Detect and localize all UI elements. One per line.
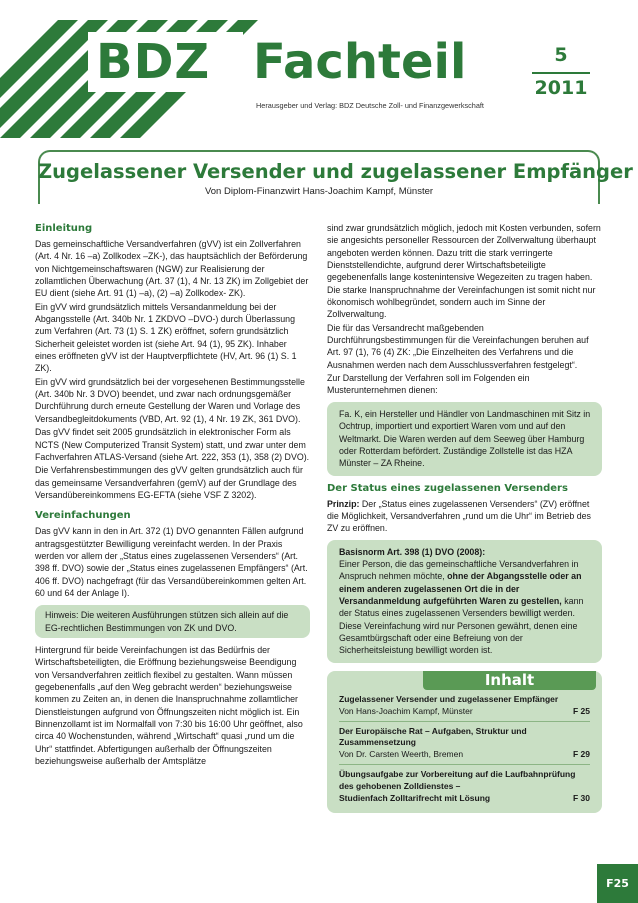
norm-title: Basisnorm Art. 398 (1) DVO (2008): xyxy=(339,546,486,557)
paragraph: Das gemeinschaftliche Versandverfahren (gVV) ist ein Zollverfahren (Art. 4 Nr. 16 –a) Zollkodex –ZK-), das hauptsächlich der Beförderung von Nichtgemeinschaftswaren (NGW) zur Realisierung der zollamtlichen Überwachung (Art. 37 (1), 4 Nr. 13 ZK) im Zollgebiet der EU dient (siehe Art. 91 (1) –a), (2) –a) Zollkodex- ZK). xyxy=(35,239,309,299)
paragraph: Die für das Versandrecht maßgebenden Durchführungsbestimmungen für die Vereinfachungen beruhen auf Art. 97 (1), 76 (4) ZK: „Die Einzelheiten des Verfahrens und die Ausnahmen werden nach dem Ausschlussverfahren festgelegt“. xyxy=(327,322,589,370)
principle-text: Der „Status eines zugelassenen Versenders“ (ZV) eröffnet die Möglichkeit, Versandverfahren „rund um die Uhr“ im Betrieb des ZV zu eröffnen. xyxy=(327,498,591,534)
right-column xyxy=(327,222,602,813)
heading-einleitung: Einleitung xyxy=(35,223,93,234)
paragraph: Ein gVV wird grundsätzlich mittels Versandanmeldung bei der Abgangsstelle (Art. 340b Nr. 1 ZKDVO –DVO-) durch Überlassung zum Verfahren (Art. 73 (1) S. 1 ZK) eröffnet, sofern grundsätzlich Sicherheit geleistet worden ist (siehe Art. 94 (1), 95 ZK). Inhaber eines eröffneten gVV ist der Hauptverpflichtete (HV, Art. 96 (1) S. 1 ZK). xyxy=(35,301,297,374)
article-title: Zugelassener Versender und zugelassener Empfänger xyxy=(38,160,633,183)
toc-title: Zugelassener Versender und zugelassener Empfänger xyxy=(339,694,559,704)
hint-box: Hinweis: Die weiteren Ausführungen stützen sich allein auf die EG-rechtlichen Bestimmungen von ZK und DVO. xyxy=(35,605,310,638)
issue-divider xyxy=(532,72,590,74)
norm-text: Einer Person, die das gemeinschaftliche Versandverfahren in Anspruch nehmen möchte, xyxy=(339,558,579,582)
bdz-logo: BDZ xyxy=(96,34,211,90)
norm-box xyxy=(327,540,602,663)
paragraph: Das gVV findet seit 2005 grundsätzlich in elektronischer Form als NCTS (New Computerized Transit System) statt, und zwar unter dem Fachverfahren ATLAS-Versand (siehe Art. 222, 353 (1), 358 (2) DVO). xyxy=(35,427,310,462)
toc-entry[interactable] xyxy=(339,694,590,722)
toc-page: F 25 xyxy=(572,705,590,716)
norm-text: kann der Status eines zugelassenen Versenders bewilligt werden. xyxy=(339,595,584,619)
paragraph: Zur Darstellung der Verfahren soll im Folgenden ein Musterunternehmen dienen: xyxy=(327,373,530,396)
article-author: Von Diplom-Finanzwirt Hans-Joachim Kampf, Münster xyxy=(204,186,434,197)
toc-page: F 29 xyxy=(572,749,590,760)
paragraph: Hintergrund für beide Vereinfachungen ist das Bedürfnis der Wirtschaftsbeteiligten, die Eröffnung beziehungsweise Beendigung von Versandverfahren zeitlich flexibel zu gestalten. Wann müssen gegebenenfalls „auf den Weg gebracht werden“ beziehungsweise kommen zu Zeiten an, in denen die Inanspruchnahme zollamtlicher Dienstleistungen aufgrund von Öffnungszeiten nicht möglich ist. Ein Binnenzollamt ist im Normalfall von 7:30 bis 16:00 Uhr geöffnet, also circa 40 Wochenstunden, während „Wirtschaft“ quasi „rund um die Uhr“ stattfindet. Abfertigungen außerhalb der Öffnungszeiten beziehungsweise außerhalb der Amtsplätze xyxy=(35,644,303,767)
masthead xyxy=(0,0,638,138)
paragraph: Das gVV kann in den in Art. 372 (1) DVO genannten Fällen aufgrund antragsgestützter Bewilligung vereinfacht werden. In der Praxis werden vor allem der „Status eines zugelassenen Versenders“ (Art. 398 ff. DVO) sowie der „Status eines zugelassenen Empfängers“ (Art. 406 ff. DVO) nachgefragt (für das Versandübereinkommen gelten Art. 60 und 64 der Anlage I). xyxy=(35,526,308,598)
example-box: Fa. K, ein Hersteller und Händler von Landmaschinen mit Sitz in Ochtrup, importiert und exportiert Waren vom und auf den Weltmarkt. Die Waren werden auf dem Seeweg über Hamburg oder Rotterdam befördert. Zuständige Zollstelle ist das HZA Münster – ZA Rheine. xyxy=(327,402,602,476)
principle-paragraph xyxy=(327,498,602,535)
toc-entry[interactable] xyxy=(339,726,590,765)
issue-number: 5 xyxy=(554,44,568,66)
toc-title: Übungsaufgabe zur Vorbereitung auf die Laufbahnprüfung des gehobenen Zolldienstes – xyxy=(339,768,576,791)
toc-author: Von Hans-Joachim Kampf, Münster xyxy=(339,705,473,716)
heading-vereinfachungen: Vereinfachungen xyxy=(35,510,131,522)
norm-text-extra: Diese Vereinfachung wird nur Personen gewährt, denen eine Gesamtbürgschaft oder eine Befreiung von der Sicherheitsleistung bewilligt worden ist. xyxy=(339,620,578,656)
heading-status-versender: Der Status eines zugelassenen Versenders xyxy=(327,482,568,494)
norm-bold-text: ohne der Abgangsstelle oder an einem anderen zugelassenen Ort die in der Versandanmeldung aufgeführten Waren zu gestellen, xyxy=(339,571,582,606)
toc-entry[interactable] xyxy=(339,769,590,807)
principle-label: Prinzip: xyxy=(327,498,360,509)
contents-heading: Inhalt xyxy=(423,671,596,690)
section-title: Fachteil xyxy=(253,34,467,90)
toc-author: Studienfach Zolltarifrecht mit Lösung xyxy=(339,792,491,803)
issue-year: 2011 xyxy=(534,77,588,99)
publisher-line: Herausgeber und Verlag: BDZ Deutsche Zoll- und Finanzgewerkschaft xyxy=(256,101,484,110)
toc-author: Von Dr. Carsten Weerth, Bremen xyxy=(339,749,464,760)
toc-title: Der Europäische Rat – Aufgaben, Struktur und Zusammensetzung xyxy=(339,725,527,748)
norm-body xyxy=(339,558,594,620)
paragraph: Ein gVV wird grundsätzlich bei der vorgesehenen Bestimmungsstelle (Art. 340b Nr. 3 DVO) beendet, und zwar nach ordnungsgemäßer Durchführung durch erneute Gestellung der Waren und Vorlage des Versandbegleitdokuments (VBD, Art. 92 (1), 4 Nr. 19 ZK, 361 DVO). xyxy=(35,376,305,424)
page-number-badge: F25 xyxy=(597,864,638,903)
toc-page: F 30 xyxy=(572,792,590,803)
paragraph: Die Verfahrensbestimmungen des gVV gelten grundsätzlich auch für das gemeinsame Versandverfahren (gemV) auf der Grundlage des Versandübereinkommens EG-EFTA (siehe VSF Z 3202). xyxy=(35,465,303,500)
contents-box xyxy=(327,671,602,814)
paragraph: sind zwar grundsätzlich möglich, jedoch mit Kosten verbunden, sofern sie angesichts personeller Ressourcen der Zollverwaltung überhaupt angeboten werden können. Dazu tritt die stark verringerte Dienststellendichte, aufgrund derer Wirtschaftsbeteiligte gegebenenfalls lange kostenintensive Wegezeiten zu tragen haben. Die starke Inanspruchnahme der Vereinfachungen ist somit nicht nur ökonomisch wohlbegründet, sondern auch im Sinne der Zollverwaltung. xyxy=(327,223,601,320)
left-column xyxy=(35,222,310,768)
